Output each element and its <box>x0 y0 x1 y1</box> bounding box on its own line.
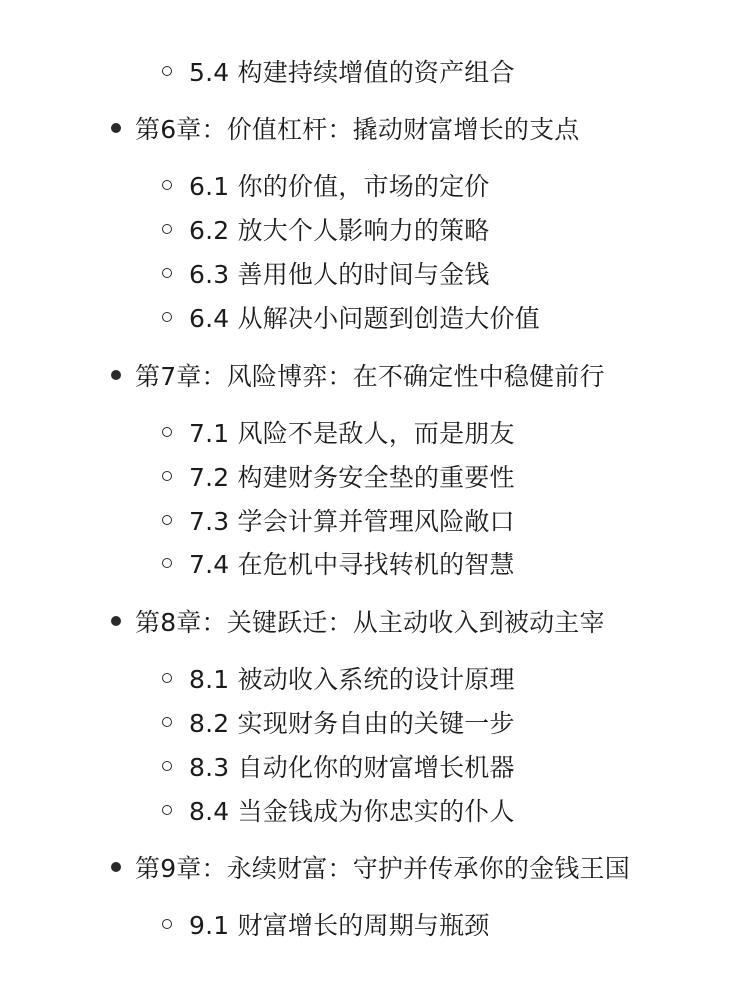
list-item <box>162 51 515 91</box>
list-item <box>162 165 490 205</box>
section-title: 7.1 风险不是敌人，而是朋友 <box>189 419 515 448</box>
list-item <box>162 297 540 337</box>
section-title: 6.4 从解决小问题到创造大价值 <box>189 304 540 333</box>
circle-bullet-icon <box>162 717 172 727</box>
circle-bullet-icon <box>162 224 172 234</box>
section-title: 8.1 被动收入系统的设计原理 <box>189 665 515 694</box>
chapter-title: 第6章：价值杠杆：撬动财富增长的支点 <box>135 115 580 144</box>
section-title: 6.1 你的价值，市场的定价 <box>189 172 490 201</box>
list-item <box>111 847 630 887</box>
chapter-title: 第9章：永续财富：守护并传承你的金钱王国 <box>135 854 630 883</box>
list-item <box>162 790 515 830</box>
section-title: 8.2 实现财务自由的关键一步 <box>189 709 515 738</box>
list-item <box>111 601 605 641</box>
circle-bullet-icon <box>162 268 172 278</box>
section-title: 5.4 构建持续增值的资产组合 <box>189 58 515 87</box>
list-item <box>162 658 515 698</box>
disc-bullet-icon <box>111 123 121 133</box>
list-item <box>162 543 515 583</box>
section-title: 6.2 放大个人影响力的策略 <box>189 216 490 245</box>
circle-bullet-icon <box>162 558 172 568</box>
circle-bullet-icon <box>162 180 172 190</box>
list-item <box>162 746 515 786</box>
circle-bullet-icon <box>162 761 172 771</box>
circle-bullet-icon <box>162 673 172 683</box>
circle-bullet-icon <box>162 66 172 76</box>
list-item <box>162 456 515 496</box>
list-item <box>111 108 580 148</box>
list-item <box>162 702 515 742</box>
list-item <box>162 904 490 944</box>
list-item <box>162 500 515 540</box>
circle-bullet-icon <box>162 805 172 815</box>
chapter-title: 第8章：关键跃迁：从主动收入到被动主宰 <box>135 608 605 637</box>
disc-bullet-icon <box>111 370 121 380</box>
circle-bullet-icon <box>162 515 172 525</box>
section-title: 7.4 在危机中寻找转机的智慧 <box>189 550 515 579</box>
list-item <box>111 355 605 395</box>
list-item <box>162 253 490 293</box>
disc-bullet-icon <box>111 862 121 872</box>
circle-bullet-icon <box>162 312 172 322</box>
section-title: 7.3 学会计算并管理风险敞口 <box>189 507 515 536</box>
chapter-title: 第7章：风险博弈：在不确定性中稳健前行 <box>135 362 605 391</box>
list-item <box>162 209 490 249</box>
section-title: 8.3 自动化你的财富增长机器 <box>189 753 515 782</box>
circle-bullet-icon <box>162 471 172 481</box>
circle-bullet-icon <box>162 427 172 437</box>
section-title: 7.2 构建财务安全垫的重要性 <box>189 463 515 492</box>
circle-bullet-icon <box>162 919 172 929</box>
section-title: 9.1 财富增长的周期与瓶颈 <box>189 911 490 940</box>
section-title: 8.4 当金钱成为你忠实的仆人 <box>189 797 515 826</box>
list-item <box>162 412 515 452</box>
disc-bullet-icon <box>111 616 121 626</box>
section-title: 6.3 善用他人的时间与金钱 <box>189 260 490 289</box>
